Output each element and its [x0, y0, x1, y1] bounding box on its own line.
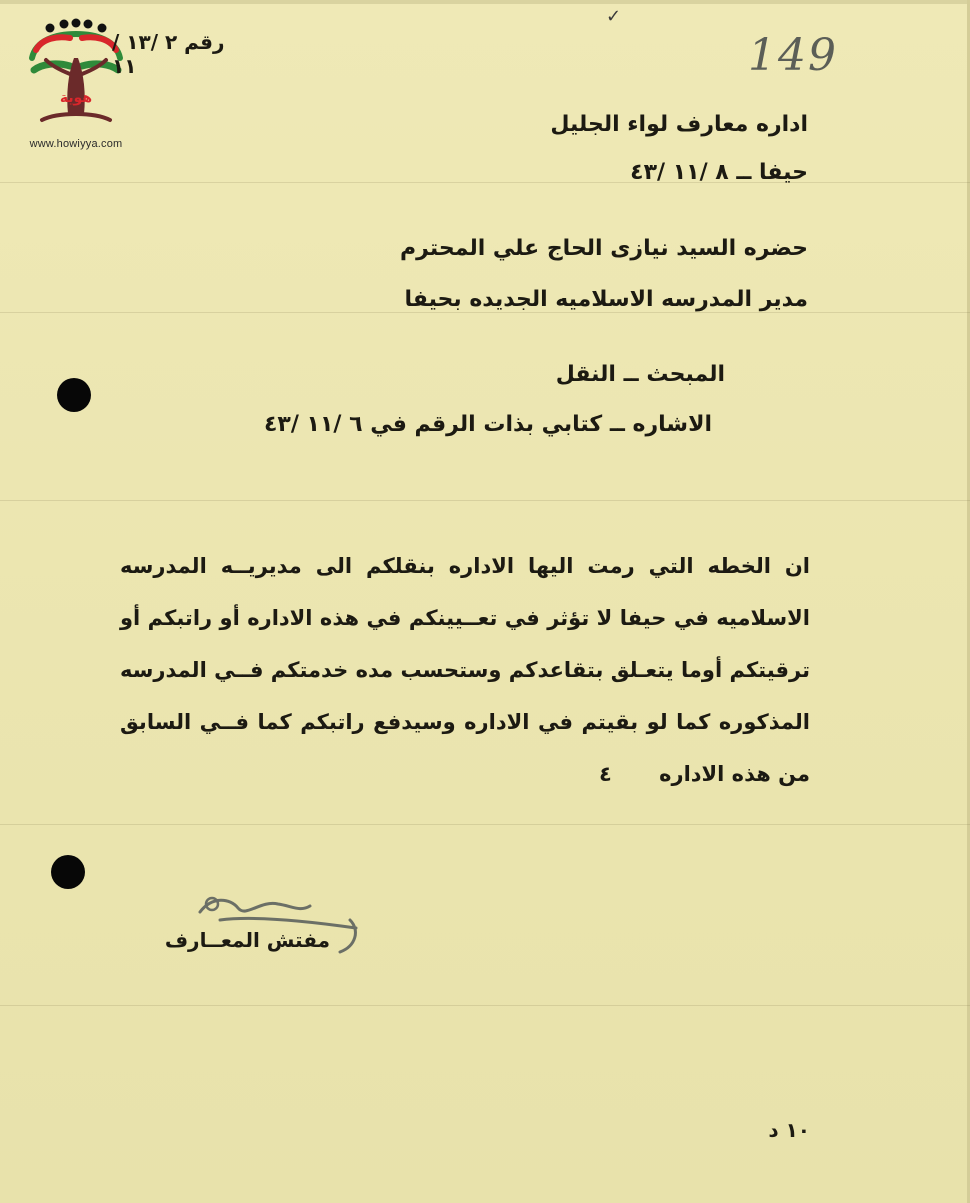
archive-page-number: 149	[748, 30, 838, 81]
watermark-url: www.howiyya.com	[29, 138, 123, 150]
signature-title: مفتش المعــارف	[164, 928, 330, 952]
paper-rule	[0, 1005, 970, 1006]
footer-code: ١٠ د	[768, 1118, 810, 1142]
logo-calligraphy: هوية	[59, 90, 93, 106]
archive-check-mark: ✓	[606, 6, 622, 27]
paper-rule	[0, 824, 970, 825]
body-paragraph: ان الخطه التي رمت اليها الاداره بنقلكم الى مديريــه المدرسه الاسلاميه في حيفا لا تؤثر في تعــيينكم في هذه الاداره أو راتبكم أو ترقيتكم أوما يتعـلق بتقاعدكم وستحسب مده خدمتكم فــي المدرسه المذكوره كما لو بقيتم في الاداره وسيدفع راتبكم كما فــي السابق من هذه الاداره	[120, 554, 810, 786]
paper-rule	[0, 312, 970, 313]
paper-rule	[0, 500, 970, 501]
letter-body	[120, 540, 810, 800]
signature-block	[160, 890, 370, 970]
issuing-department: اداره معارف لواء الجليل	[550, 112, 808, 137]
punch-hole	[57, 378, 91, 412]
subject-line: المبحث ــ النقل	[555, 362, 725, 387]
paragraph-end-mark: ٤	[598, 762, 612, 786]
reference-line: الاشاره ــ كتابي بذات الرقم في ٦ /١١ /٤٣	[263, 412, 712, 437]
punch-hole	[51, 855, 85, 889]
reference-number: رقم ٢ /١٣ /١١	[112, 30, 225, 78]
addressee-position: مدير المدرسه الاسلاميه الجديده بحيفا	[404, 287, 808, 312]
people-figures-icon	[46, 19, 107, 33]
addressee-name: حضره السيد نيازى الحاج علي المحترم	[400, 236, 808, 261]
paper-rule	[0, 182, 970, 183]
paper-top-edge	[0, 0, 970, 4]
place-and-date: حيفا ــ ٨ /١١ /٤٣	[630, 160, 808, 185]
